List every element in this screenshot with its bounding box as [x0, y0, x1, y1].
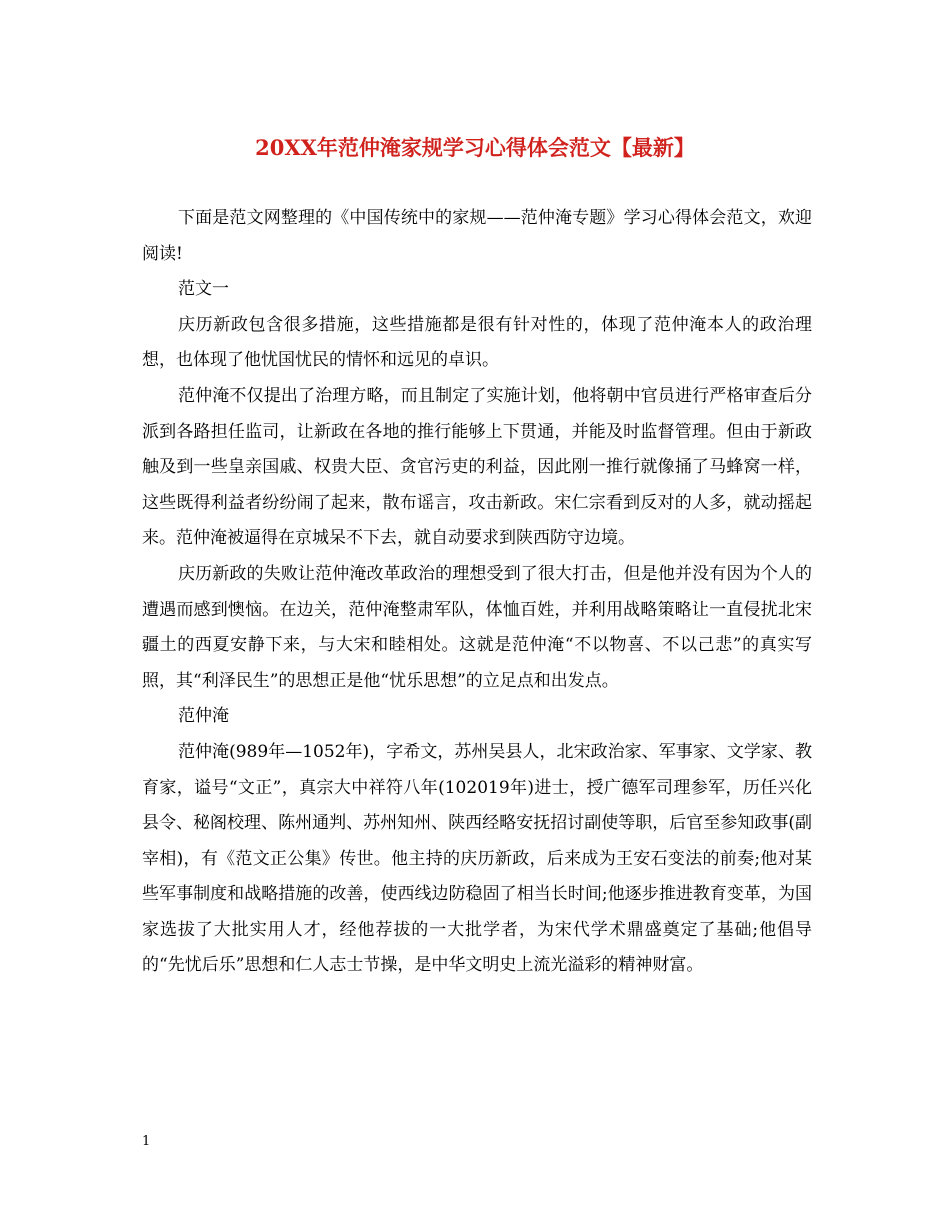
- section-heading-sample-one: 范文一: [178, 279, 229, 300]
- body-paragraph: 庆历新政的失败让范仲淹改革政治的理想受到了很大打击，但是他并没有因为个人的遭遇而感到懊恼。在边关，范仲淹整肃军队，体恤百姓，并利用战略策略让一直侵扰北宋疆土的西夏安静下来，与大宋和睦相处。这就是范仲淹“不以物喜、不以己悲”的真实写照，其“利泽民生”的思想正是他“忧乐思想”的立足点和出发点。: [142, 563, 812, 691]
- body-paragraph: 范仲淹不仅提出了治理方略，而且制定了实施计划，他将朝中官员进行严格审查后分派到各路担任监司，让新政在各地的推行能够上下贯通，并能及时监督管理。但由于新政触及到一些皇亲国戚、权贵大臣、贪官污吏的利益，因此刚一推行就像捅了马蜂窝一样，这些既得利益者纷纷闹了起来，散布谣言，攻击新政。宋仁宗看到反对的人多，就动摇起来。范仲淹被逼得在京城呆不下去，就自动要求到陕西防守边境。: [142, 385, 812, 549]
- page-number: 1: [142, 1134, 151, 1149]
- document-title: 20XX年范仲淹家规学习心得体会范文【最新】: [255, 135, 695, 160]
- document-body: [142, 201, 812, 984]
- section-heading-fan-zhongyan: 范仲淹: [178, 706, 229, 727]
- intro-paragraph: 下面是范文网整理的《中国传统中的家规——范仲淹专题》学习心得体会范文，欢迎阅读!: [142, 208, 812, 264]
- biography-paragraph: 范仲淹(989年—1052年)，字希文，苏州吴县人，北宋政治家、军事家、文学家、教育家，谥号“文正”，真宗大中祥符八年(102019年)进士，授广德军司理参军，历任兴化县令、秘阁校理、陈州通判、苏州知州、陕西经略安抚招讨副使等职，后官至参知政事(副宰相)，有《范文正公集》传世。他主持的庆历新政，后来成为王安石变法的前奏;他对某些军事制度和战略措施的改善，使西线边防稳固了相当长时间;他逐步推进教育变革，为国家选拔了大批实用人才，经他荐拔的一大批学者，为宋代学术鼎盛奠定了基础;他倡导的“先忧后乐”思想和仁人志士节操，是中华文明史上流光溢彩的精神财富。: [142, 741, 812, 976]
- body-paragraph: 庆历新政包含很多措施，这些措施都是很有针对性的，体现了范仲淹本人的政治理想，也体现了他忧国忧民的情怀和远见的卓识。: [142, 314, 812, 371]
